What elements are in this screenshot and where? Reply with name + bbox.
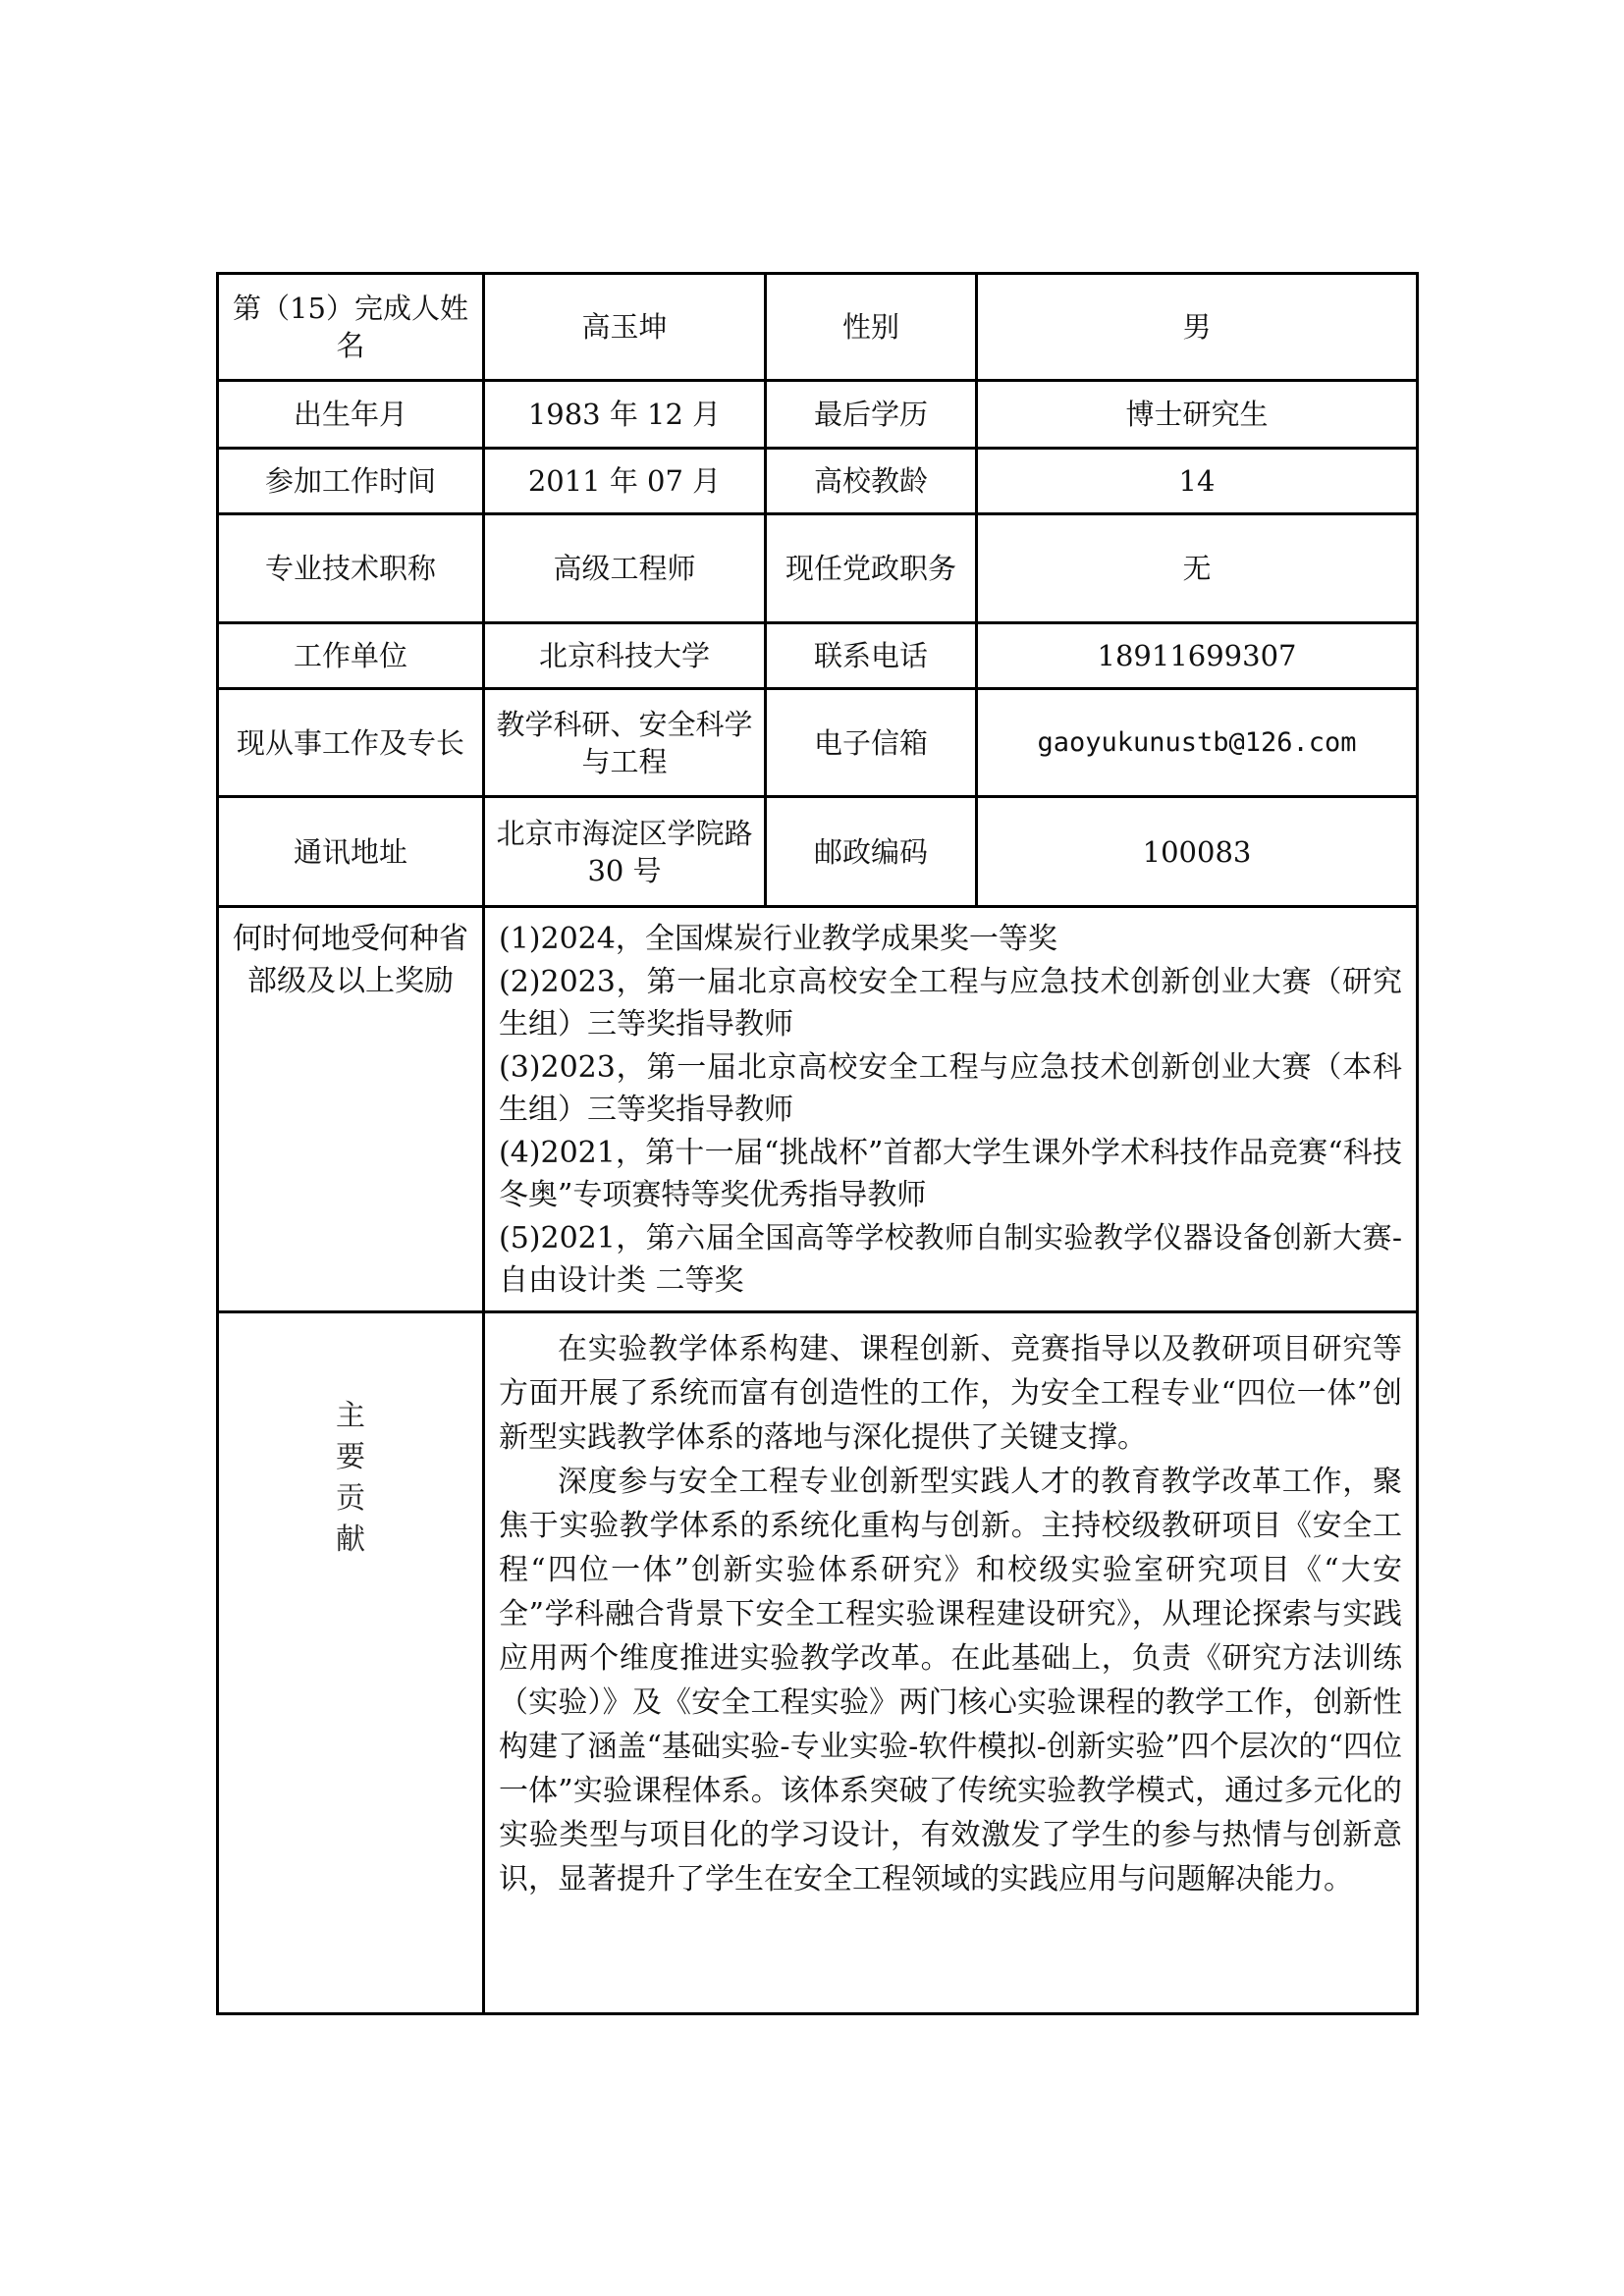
title-label: 专业技术职称 (264, 552, 436, 585)
awards-list (485, 908, 1416, 1310)
postcode-label: 邮政编码 (813, 834, 928, 869)
award-item: (5)2021，第六届全国高等学校教师自制实验教学仪器设备创新大赛-自由设计类 二等奖 (499, 1220, 1402, 1298)
contribution-label-char: 贡 (336, 1481, 365, 1516)
gender-value: 男 (1182, 310, 1212, 344)
work-start-value: 2011 年 07 月 (527, 464, 722, 498)
employer-value: 北京科技大学 (538, 639, 710, 672)
award-item: (2)2023，第一届北京高校安全工程与应急技术创新创业大赛（研究生组）三等奖指导教师 (499, 964, 1402, 1041)
gender-label: 性别 (841, 310, 899, 344)
address-value: 北京市海淀区学院路 30 号 (496, 816, 753, 887)
postcode-value: 100083 (1142, 834, 1252, 869)
specialty-label: 现从事工作及专长 (236, 725, 464, 760)
birth-label: 出生年月 (293, 398, 407, 431)
title-value: 高级工程师 (553, 552, 696, 585)
contribution-label-char: 献 (336, 1522, 365, 1557)
work-start-label: 参加工作时间 (264, 464, 436, 498)
contribution-label-char: 要 (336, 1440, 365, 1474)
position-value: 无 (1182, 552, 1212, 585)
education-label: 最后学历 (813, 398, 928, 431)
birth-value: 1983 年 12 月 (527, 398, 722, 431)
employer-label: 工作单位 (293, 639, 407, 672)
name-value: 高玉坤 (581, 310, 668, 344)
nominee-info-table (216, 272, 1419, 2015)
contribution-text (485, 1313, 1416, 2012)
position-label: 现任党政职务 (785, 552, 956, 585)
email-label: 电子信箱 (813, 725, 928, 760)
award-item: (4)2021，第十一届“挑战杯”首都大学生课外学术科技作品竞赛“科技冬奥”专项赛特等奖优秀指导教师 (499, 1135, 1402, 1212)
name-label: 第（15）完成人姓名 (233, 292, 468, 362)
contribution-label-char: 主 (336, 1399, 365, 1433)
education-value: 博士研究生 (1125, 398, 1269, 431)
teaching-years-value: 14 (1178, 464, 1216, 498)
phone-label: 联系电话 (813, 639, 928, 672)
teaching-years-label: 高校教龄 (813, 464, 928, 498)
contribution-paragraph: 在实验教学体系构建、课程创新、竞赛指导以及教研项目研究等方面开展了系统而富有创造性的工作，为安全工程专业“四位一体”创新型实践教学体系的落地与深化提供了关键支撑。 (499, 1332, 1402, 1455)
contribution-label (219, 1313, 482, 1608)
phone-value: 18911699307 (1097, 639, 1297, 672)
email-value: gaoyukunustb@126.com (1037, 726, 1357, 758)
address-label: 通讯地址 (293, 834, 407, 869)
award-item: (1)2024，全国煤炭行业教学成果奖一等奖 (499, 922, 1057, 956)
specialty-value: 教学科研、安全科学与工程 (496, 707, 753, 778)
contribution-paragraph: 深度参与安全工程专业创新型实践人才的教育教学改革工作，聚焦于实验教学体系的系统化重构与创新。主持校级教研项目《安全工程“四位一体”创新实验体系研究》和校级实验室研究项目《“大安全”学科融合背景下安全工程实验课程建设研究》，从理论探索与实践应用两个维度推进实验教学改革。在此基础上，负责《研究方法训练（实验）》及《安全工程实验》两门核心实验课程的教学工作，创新性构建了涵盖“基础实验-专业实验-软件模拟-创新实验”四个层次的“四位一体”实验课程体系。该体系突破了传统实验教学模式，通过多元化的实验类型与项目化的学习设计，有效激发了学生的参与热情与创新意识，显著提升了学生在安全工程领域的实践应用与问题解决能力。 (499, 1465, 1402, 1896)
award-item: (3)2023，第一届北京高校安全工程与应急技术创新创业大赛（本科生组）三等奖指导教师 (499, 1049, 1402, 1127)
awards-label: 何时何地受何种省部级及以上奖励 (233, 922, 468, 998)
